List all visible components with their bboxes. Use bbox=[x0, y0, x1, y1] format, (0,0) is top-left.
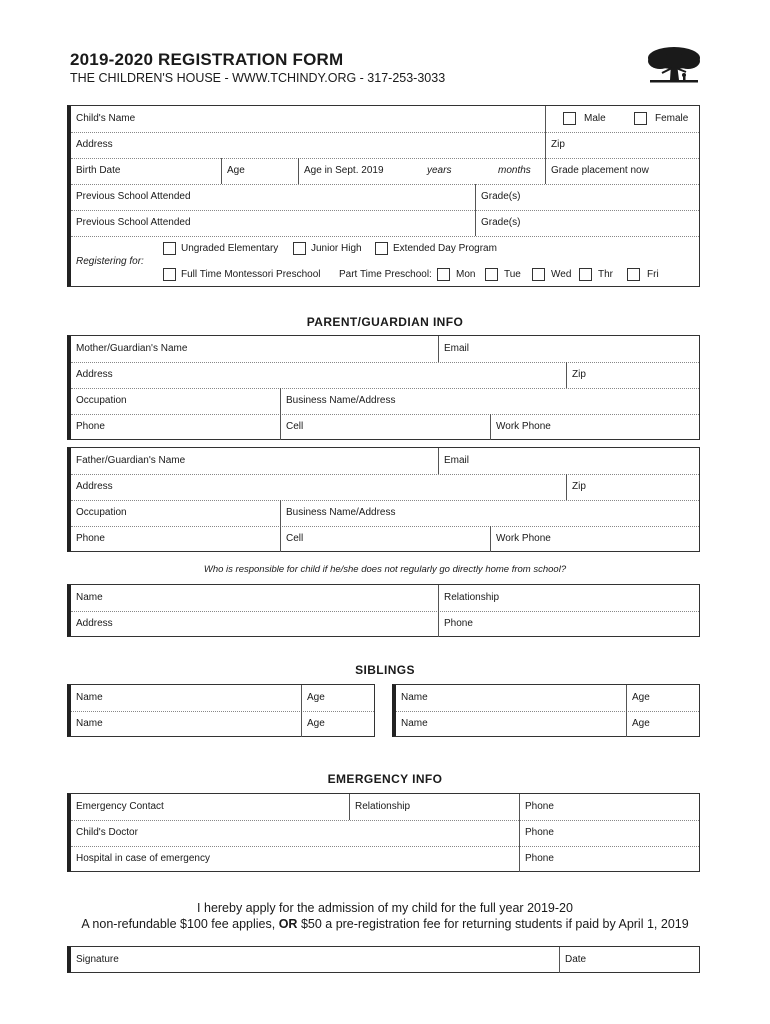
sibling-1-name-field[interactable] bbox=[71, 685, 301, 711]
father-address-label: Address bbox=[76, 481, 113, 492]
father-name-label: Father/Guardian's Name bbox=[76, 455, 186, 466]
extended-day-label: Extended Day Program bbox=[393, 243, 497, 254]
father-address-field[interactable] bbox=[71, 474, 566, 500]
responsible-address-label: Address bbox=[76, 618, 113, 629]
child-zip-label: Zip bbox=[551, 139, 565, 150]
birth-date-field[interactable] bbox=[71, 158, 221, 184]
declaration-or: OR bbox=[278, 917, 298, 931]
emergency-box bbox=[67, 793, 700, 872]
birth-date-label: Birth Date bbox=[76, 165, 121, 176]
sibling-name-label: Name bbox=[401, 692, 428, 703]
sibling-2-age-field[interactable] bbox=[301, 711, 374, 737]
doctor-label: Child's Doctor bbox=[76, 827, 138, 838]
months-label: months bbox=[498, 165, 531, 176]
mother-name-field[interactable] bbox=[71, 336, 438, 362]
fri-checkbox[interactable] bbox=[627, 268, 640, 281]
sibling-4-age-field[interactable] bbox=[626, 711, 699, 737]
child-name-label: Child's Name bbox=[76, 113, 136, 124]
fri-label: Fri bbox=[647, 269, 659, 280]
mother-info-box bbox=[67, 335, 700, 440]
male-checkbox[interactable] bbox=[563, 112, 576, 125]
ungraded-elementary-label: Ungraded Elementary bbox=[181, 243, 279, 254]
responsible-name-field[interactable] bbox=[71, 585, 438, 611]
responsible-name-label: Name bbox=[76, 592, 103, 603]
emergency-contact-field[interactable] bbox=[71, 794, 349, 820]
previous-school-label: Previous School Attended bbox=[76, 191, 191, 202]
age-sept-field[interactable] bbox=[298, 158, 546, 184]
sibling-3-name-field[interactable] bbox=[396, 685, 626, 711]
mother-name-label: Mother/Guardian's Name bbox=[76, 343, 188, 354]
mother-work-phone-label: Work Phone bbox=[496, 421, 551, 432]
female-label: Female bbox=[655, 113, 689, 124]
signature-box bbox=[67, 946, 700, 973]
siblings-heading: SIBLINGS bbox=[355, 663, 415, 677]
emergency-heading: EMERGENCY INFO bbox=[327, 772, 443, 786]
mother-email-field[interactable] bbox=[438, 336, 699, 362]
father-email-field[interactable] bbox=[438, 448, 699, 474]
father-cell-label: Cell bbox=[286, 533, 304, 544]
sibling-2-name-field[interactable] bbox=[71, 711, 301, 737]
junior-high-label: Junior High bbox=[311, 243, 362, 254]
father-name-field[interactable] bbox=[71, 448, 438, 474]
male-label: Male bbox=[584, 113, 606, 124]
tue-label: Tue bbox=[504, 269, 521, 280]
mon-checkbox[interactable] bbox=[437, 268, 450, 281]
ungraded-elementary-checkbox[interactable] bbox=[163, 242, 176, 255]
sibling-age-label: Age bbox=[632, 718, 650, 729]
responsible-phone-label: Phone bbox=[444, 618, 473, 629]
emergency-phone-label: Phone bbox=[525, 801, 554, 812]
registering-for-label: Registering for: bbox=[76, 256, 144, 267]
declaration-line-1: I hereby apply for the admission of my child for the full year 2019-20 bbox=[197, 901, 573, 915]
previous-school-field[interactable] bbox=[71, 184, 475, 210]
grades-field-2[interactable] bbox=[475, 210, 699, 236]
mother-email-label: Email bbox=[444, 343, 470, 354]
wed-checkbox[interactable] bbox=[532, 268, 545, 281]
father-phone-field[interactable] bbox=[71, 526, 280, 552]
father-email-label: Email bbox=[444, 455, 470, 466]
siblings-box-right bbox=[392, 684, 700, 737]
hospital-phone-label: Phone bbox=[525, 853, 554, 864]
child-name-field[interactable] bbox=[71, 106, 545, 132]
gender-cell bbox=[545, 106, 699, 132]
sibling-name-label: Name bbox=[76, 718, 103, 729]
father-occupation-label: Occupation bbox=[76, 507, 127, 518]
child-info-box bbox=[67, 105, 700, 287]
siblings-box-left bbox=[67, 684, 375, 737]
emergency-contact-label: Emergency Contact bbox=[76, 801, 164, 812]
sibling-name-label: Name bbox=[401, 718, 428, 729]
mother-zip-field[interactable] bbox=[566, 362, 699, 388]
declaration-line-2 bbox=[0, 917, 770, 931]
mother-occupation-field[interactable] bbox=[71, 388, 280, 414]
mother-zip-label: Zip bbox=[572, 369, 586, 380]
father-work-phone-field[interactable] bbox=[490, 526, 699, 552]
mother-cell-label: Cell bbox=[286, 421, 304, 432]
grades-label-2: Grade(s) bbox=[481, 217, 521, 228]
sibling-age-label: Age bbox=[307, 718, 325, 729]
signature-field[interactable] bbox=[71, 947, 559, 973]
grade-placement-field[interactable] bbox=[545, 158, 699, 184]
father-phone-label: Phone bbox=[76, 533, 105, 544]
parent-guardian-heading: PARENT/GUARDIAN INFO bbox=[306, 315, 464, 329]
tree-logo-icon bbox=[646, 44, 702, 86]
grades-field[interactable] bbox=[475, 184, 699, 210]
doctor-phone-field[interactable] bbox=[519, 820, 699, 846]
grades-label: Grade(s) bbox=[481, 191, 521, 202]
signature-label: Signature bbox=[76, 954, 119, 965]
sibling-4-name-field[interactable] bbox=[396, 711, 626, 737]
full-time-preschool-label: Full Time Montessori Preschool bbox=[181, 269, 321, 280]
mother-address-field[interactable] bbox=[71, 362, 566, 388]
age-field[interactable] bbox=[221, 158, 299, 184]
thr-label: Thr bbox=[598, 269, 613, 280]
responsible-relationship-label: Relationship bbox=[444, 592, 500, 603]
father-occupation-field[interactable] bbox=[71, 500, 280, 526]
school-contact-line: THE CHILDREN'S HOUSE - WWW.TCHINDY.ORG - 317-253-3033 bbox=[70, 71, 446, 85]
emergency-phone-field[interactable] bbox=[519, 794, 699, 820]
emergency-relationship-label: Relationship bbox=[355, 801, 411, 812]
date-label: Date bbox=[565, 954, 587, 965]
previous-school-field-2[interactable] bbox=[71, 210, 475, 236]
sibling-age-label: Age bbox=[307, 692, 325, 703]
date-field[interactable] bbox=[559, 947, 699, 973]
declaration-fee-text: A non-refundable $100 fee applies, bbox=[81, 917, 276, 931]
sibling-1-age-field[interactable] bbox=[301, 685, 374, 711]
child-address-field[interactable] bbox=[71, 132, 545, 158]
mother-work-phone-field[interactable] bbox=[490, 414, 699, 440]
mother-business-field[interactable] bbox=[280, 388, 699, 414]
hospital-field[interactable] bbox=[71, 846, 519, 872]
mother-business-label: Business Name/Address bbox=[286, 395, 396, 406]
female-checkbox[interactable] bbox=[634, 112, 647, 125]
mother-phone-label: Phone bbox=[76, 421, 105, 432]
full-time-preschool-checkbox[interactable] bbox=[163, 268, 176, 281]
father-cell-field[interactable] bbox=[280, 526, 491, 552]
father-business-label: Business Name/Address bbox=[286, 507, 396, 518]
mother-occupation-label: Occupation bbox=[76, 395, 127, 406]
father-zip-label: Zip bbox=[572, 481, 586, 492]
age-label: Age bbox=[227, 165, 245, 176]
father-zip-field[interactable] bbox=[566, 474, 699, 500]
child-address-label: Address bbox=[76, 139, 113, 150]
doctor-field[interactable] bbox=[71, 820, 519, 846]
grade-placement-label: Grade placement now bbox=[551, 165, 649, 176]
sibling-3-age-field[interactable] bbox=[626, 685, 699, 711]
mother-cell-field[interactable] bbox=[280, 414, 491, 440]
sibling-name-label: Name bbox=[76, 692, 103, 703]
emergency-relationship-field[interactable] bbox=[349, 794, 520, 820]
previous-school-label-2: Previous School Attended bbox=[76, 217, 191, 228]
father-info-box bbox=[67, 447, 700, 552]
extended-day-checkbox[interactable] bbox=[375, 242, 388, 255]
father-business-field[interactable] bbox=[280, 500, 699, 526]
hospital-label: Hospital in case of emergency bbox=[76, 853, 210, 864]
years-label: years bbox=[427, 165, 452, 176]
doctor-phone-label: Phone bbox=[525, 827, 554, 838]
tue-checkbox[interactable] bbox=[485, 268, 498, 281]
mon-label: Mon bbox=[456, 269, 476, 280]
responsible-phone-field[interactable] bbox=[438, 611, 699, 637]
registering-for-section bbox=[71, 236, 699, 286]
thr-checkbox[interactable] bbox=[579, 268, 592, 281]
responsible-relationship-field[interactable] bbox=[438, 585, 699, 611]
responsible-question: Who is responsible for child if he/she does not regularly go directly home from school? bbox=[203, 564, 567, 575]
form-title: 2019-2020 REGISTRATION FORM bbox=[70, 50, 344, 69]
sibling-age-label: Age bbox=[632, 692, 650, 703]
responsible-address-field[interactable] bbox=[71, 611, 438, 637]
father-work-phone-label: Work Phone bbox=[496, 533, 551, 544]
hospital-phone-field[interactable] bbox=[519, 846, 699, 872]
mother-phone-field[interactable] bbox=[71, 414, 280, 440]
junior-high-checkbox[interactable] bbox=[293, 242, 306, 255]
age-sept-label: Age in Sept. 2019 bbox=[304, 165, 384, 176]
part-time-preschool-label: Part Time Preschool: bbox=[339, 269, 432, 280]
mother-address-label: Address bbox=[76, 369, 113, 380]
declaration-returning-text: $50 a pre-registration fee for returning students if paid by April 1, 2019 bbox=[300, 917, 689, 931]
wed-label: Wed bbox=[551, 269, 572, 280]
child-zip-field[interactable] bbox=[545, 132, 699, 158]
responsible-box bbox=[67, 584, 700, 637]
